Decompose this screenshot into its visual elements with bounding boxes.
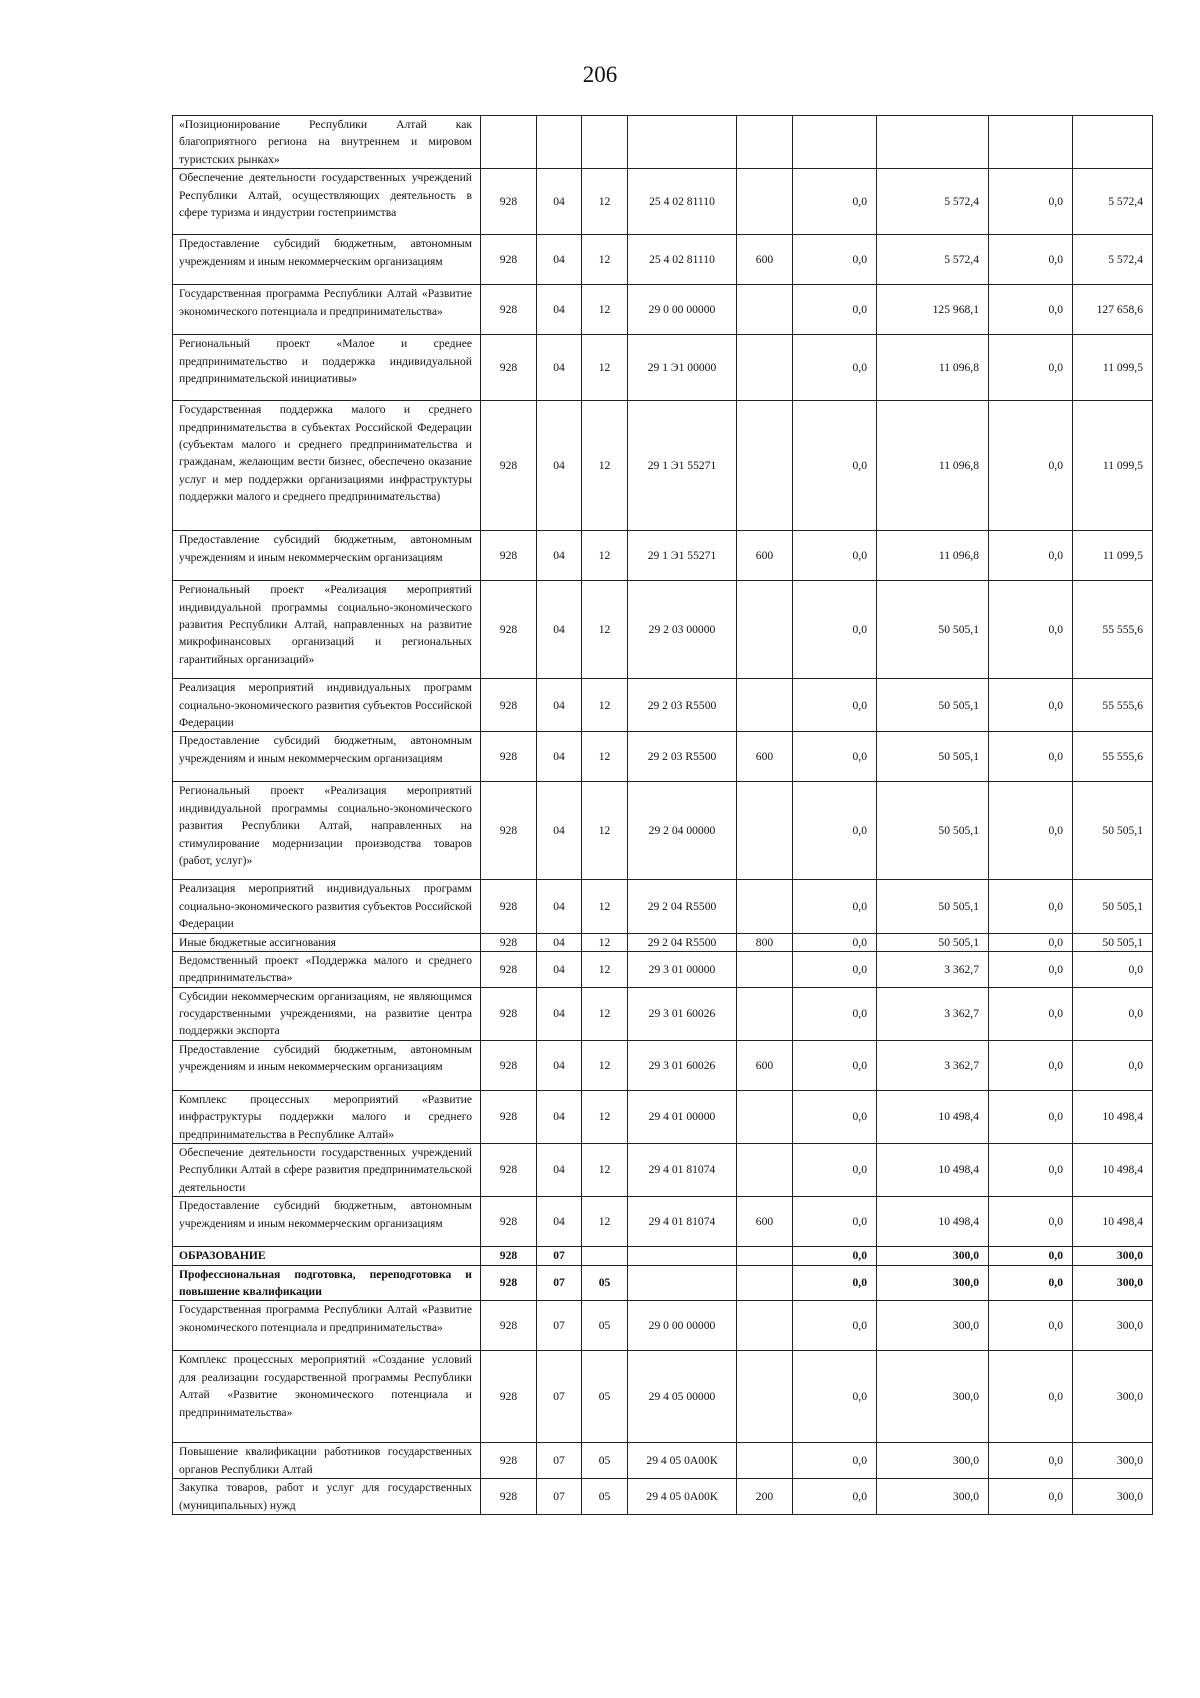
- table-row: [173, 531, 1153, 581]
- section-code-cell: 07: [537, 1301, 582, 1351]
- expense-type-cell: 600: [737, 1197, 793, 1247]
- subsection-code-cell: 12: [582, 401, 628, 531]
- amount-cell-2: 50 505,1: [877, 782, 989, 880]
- amount-cell-3: 0,0: [989, 1301, 1073, 1351]
- amount-cell-4: 127 658,6: [1073, 285, 1153, 335]
- amount-cell-2: [877, 116, 989, 169]
- expense-type-cell: [737, 1351, 793, 1443]
- row-name-cell: Комплекс процессных мероприятий «Создание условий для реализации государственной программы Республики Алтай «Развитие экономического потенциала и предпринимательства»: [173, 1351, 481, 1443]
- subsection-code-cell: 12: [582, 1144, 628, 1197]
- expense-type-cell: [737, 169, 793, 235]
- amount-cell-4: 0,0: [1073, 951, 1153, 987]
- amount-cell-4: 5 572,4: [1073, 169, 1153, 235]
- ministry-code-cell: [481, 116, 537, 169]
- amount-cell-2: 10 498,4: [877, 1197, 989, 1247]
- target-article-cell: 29 2 03 R5500: [628, 732, 737, 782]
- amount-cell-1: 0,0: [793, 951, 877, 987]
- row-name-cell: Обеспечение деятельности государственных учреждений Республики Алтай, осуществляющих деятельность в сфере туризма и индустрии гостеприимства: [173, 169, 481, 235]
- page-number: 206: [582, 62, 618, 87]
- amount-cell-3: 0,0: [989, 235, 1073, 285]
- amount-cell-4: 11 099,5: [1073, 531, 1153, 581]
- amount-cell-2: 50 505,1: [877, 679, 989, 732]
- target-article-cell: 29 1 Э1 00000: [628, 335, 737, 401]
- table-row: [173, 1197, 1153, 1247]
- amount-cell-3: 0,0: [989, 335, 1073, 401]
- amount-cell-3: 0,0: [989, 679, 1073, 732]
- subsection-code-cell: 05: [582, 1265, 628, 1301]
- table-row: [173, 335, 1153, 401]
- table-row: [173, 581, 1153, 679]
- amount-cell-4: 10 498,4: [1073, 1197, 1153, 1247]
- row-name-cell: Комплекс процессных мероприятий «Развитие инфраструктуры поддержки малого и среднего предпринимательства в Республике Алтай»: [173, 1090, 481, 1143]
- amount-cell-4: [1073, 116, 1153, 169]
- amount-cell-2: 300,0: [877, 1351, 989, 1443]
- amount-cell-4: 300,0: [1073, 1265, 1153, 1301]
- table-row: [173, 679, 1153, 732]
- expense-type-cell: 600: [737, 732, 793, 782]
- expense-type-cell: [737, 987, 793, 1040]
- amount-cell-3: 0,0: [989, 1351, 1073, 1443]
- ministry-code-cell: 928: [481, 987, 537, 1040]
- amount-cell-1: 0,0: [793, 1351, 877, 1443]
- table-row: [173, 1090, 1153, 1143]
- section-code-cell: 04: [537, 880, 582, 933]
- amount-cell-4: 55 555,6: [1073, 732, 1153, 782]
- amount-cell-4: 300,0: [1073, 1479, 1153, 1515]
- expense-type-cell: [737, 401, 793, 531]
- table-row: [173, 732, 1153, 782]
- table-row: [173, 401, 1153, 531]
- ministry-code-cell: 928: [481, 401, 537, 531]
- row-name-cell: ОБРАЗОВАНИЕ: [173, 1247, 481, 1265]
- table-row: [173, 1351, 1153, 1443]
- amount-cell-2: 50 505,1: [877, 732, 989, 782]
- row-name-cell: Региональный проект «Малое и среднее предпринимательство и поддержка индивидуальной предпринимательской инициативы»: [173, 335, 481, 401]
- amount-cell-4: 50 505,1: [1073, 880, 1153, 933]
- table-row: [173, 782, 1153, 880]
- amount-cell-1: 0,0: [793, 782, 877, 880]
- target-article-cell: 29 4 05 0А00К: [628, 1443, 737, 1479]
- amount-cell-1: 0,0: [793, 1197, 877, 1247]
- amount-cell-3: 0,0: [989, 1443, 1073, 1479]
- amount-cell-2: 3 362,7: [877, 1040, 989, 1090]
- table-row: [173, 1301, 1153, 1351]
- amount-cell-2: 3 362,7: [877, 951, 989, 987]
- target-article-cell: 29 3 01 60026: [628, 987, 737, 1040]
- table-body: [173, 116, 1153, 1515]
- amount-cell-4: 300,0: [1073, 1351, 1153, 1443]
- expense-type-cell: [737, 782, 793, 880]
- amount-cell-3: 0,0: [989, 1247, 1073, 1265]
- subsection-code-cell: 12: [582, 285, 628, 335]
- target-article-cell: 29 1 Э1 55271: [628, 531, 737, 581]
- expense-type-cell: [737, 951, 793, 987]
- amount-cell-3: 0,0: [989, 1144, 1073, 1197]
- ministry-code-cell: 928: [481, 335, 537, 401]
- ministry-code-cell: 928: [481, 951, 537, 987]
- subsection-code-cell: 12: [582, 951, 628, 987]
- ministry-code-cell: 928: [481, 169, 537, 235]
- amount-cell-2: 5 572,4: [877, 169, 989, 235]
- expense-type-cell: [737, 679, 793, 732]
- amount-cell-2: 11 096,8: [877, 531, 989, 581]
- row-name-cell: Региональный проект «Реализация мероприятий индивидуальной программы социально-экономического развития Республики Алтай, направленных на развитие микрофинансовых организаций и региональных гарантийных организаций»: [173, 581, 481, 679]
- row-name-cell: Государственная программа Республики Алтай «Развитие экономического потенциала и предпринимательства»: [173, 1301, 481, 1351]
- target-article-cell: 29 3 01 00000: [628, 951, 737, 987]
- section-code-cell: 04: [537, 169, 582, 235]
- row-name-cell: Предоставление субсидий бюджетным, автономным учреждениям и иным некоммерческим организациям: [173, 235, 481, 285]
- amount-cell-3: 0,0: [989, 1265, 1073, 1301]
- amount-cell-2: 300,0: [877, 1247, 989, 1265]
- section-code-cell: 04: [537, 235, 582, 285]
- target-article-cell: 29 2 04 R5500: [628, 880, 737, 933]
- amount-cell-2: 10 498,4: [877, 1090, 989, 1143]
- ministry-code-cell: 928: [481, 1265, 537, 1301]
- ministry-code-cell: 928: [481, 531, 537, 581]
- amount-cell-1: 0,0: [793, 285, 877, 335]
- target-article-cell: 29 2 03 R5500: [628, 679, 737, 732]
- ministry-code-cell: 928: [481, 1301, 537, 1351]
- amount-cell-2: 50 505,1: [877, 933, 989, 951]
- amount-cell-2: 10 498,4: [877, 1144, 989, 1197]
- target-article-cell: 29 0 00 00000: [628, 1301, 737, 1351]
- row-name-cell: Предоставление субсидий бюджетным, автономным учреждениям и иным некоммерческим организациям: [173, 1040, 481, 1090]
- amount-cell-1: 0,0: [793, 987, 877, 1040]
- expense-type-cell: [737, 1090, 793, 1143]
- table-row: [173, 987, 1153, 1040]
- table-row: [173, 1040, 1153, 1090]
- amount-cell-2: 5 572,4: [877, 235, 989, 285]
- subsection-code-cell: 12: [582, 169, 628, 235]
- amount-cell-1: 0,0: [793, 531, 877, 581]
- subsection-code-cell: 12: [582, 987, 628, 1040]
- amount-cell-1: 0,0: [793, 235, 877, 285]
- amount-cell-3: 0,0: [989, 1040, 1073, 1090]
- table-row: [173, 1144, 1153, 1197]
- amount-cell-1: 0,0: [793, 169, 877, 235]
- section-code-cell: 04: [537, 782, 582, 880]
- amount-cell-2: 3 362,7: [877, 987, 989, 1040]
- amount-cell-1: 0,0: [793, 732, 877, 782]
- row-name-cell: Ведомственный проект «Поддержка малого и среднего предпринимательства»: [173, 951, 481, 987]
- section-code-cell: 04: [537, 401, 582, 531]
- row-name-cell: Реализация мероприятий индивидуальных программ социально-экономического развития субъектов Российской Федерации: [173, 679, 481, 732]
- subsection-code-cell: 12: [582, 1197, 628, 1247]
- amount-cell-1: 0,0: [793, 401, 877, 531]
- target-article-cell: 25 4 02 81110: [628, 235, 737, 285]
- row-name-cell: Повышение квалификации работников государственных органов Республики Алтай: [173, 1443, 481, 1479]
- section-code-cell: 04: [537, 933, 582, 951]
- budget-table: [172, 115, 1153, 1515]
- amount-cell-2: 11 096,8: [877, 401, 989, 531]
- row-name-cell: Государственная поддержка малого и среднего предпринимательства в субъектах Российской Федерации (субъектам малого и среднего предпринимательства и гражданам, желающим вести бизнес, обеспечено оказание услуг и мер поддержки организациями инфраструктуры поддержки малого и среднего предпринимательства): [173, 401, 481, 531]
- target-article-cell: 29 2 03 00000: [628, 581, 737, 679]
- amount-cell-2: 125 968,1: [877, 285, 989, 335]
- expense-type-cell: [737, 1265, 793, 1301]
- amount-cell-4: 300,0: [1073, 1443, 1153, 1479]
- section-code-cell: 07: [537, 1443, 582, 1479]
- amount-cell-4: 50 505,1: [1073, 782, 1153, 880]
- target-article-cell: 29 4 05 0А00К: [628, 1479, 737, 1515]
- target-article-cell: 25 4 02 81110: [628, 169, 737, 235]
- ministry-code-cell: 928: [481, 782, 537, 880]
- amount-cell-2: 300,0: [877, 1301, 989, 1351]
- amount-cell-1: 0,0: [793, 933, 877, 951]
- expense-type-cell: 600: [737, 235, 793, 285]
- amount-cell-4: 300,0: [1073, 1247, 1153, 1265]
- target-article-cell: [628, 1265, 737, 1301]
- subsection-code-cell: 05: [582, 1443, 628, 1479]
- section-code-cell: 07: [537, 1265, 582, 1301]
- table-row: [173, 1479, 1153, 1515]
- amount-cell-3: 0,0: [989, 732, 1073, 782]
- amount-cell-1: 0,0: [793, 1090, 877, 1143]
- amount-cell-3: 0,0: [989, 169, 1073, 235]
- row-name-cell: Иные бюджетные ассигнования: [173, 933, 481, 951]
- amount-cell-3: 0,0: [989, 285, 1073, 335]
- section-code-cell: 07: [537, 1479, 582, 1515]
- subsection-code-cell: 12: [582, 679, 628, 732]
- target-article-cell: 29 3 01 60026: [628, 1040, 737, 1090]
- section-code-cell: 04: [537, 285, 582, 335]
- table-row: [173, 880, 1153, 933]
- table-row: [173, 169, 1153, 235]
- amount-cell-1: 0,0: [793, 1301, 877, 1351]
- ministry-code-cell: 928: [481, 1144, 537, 1197]
- row-name-cell: Субсидии некоммерческим организациям, не являющимся государственными учреждениями, на развитие центра поддержки экспорта: [173, 987, 481, 1040]
- ministry-code-cell: 928: [481, 1479, 537, 1515]
- row-name-cell: Предоставление субсидий бюджетным, автономным учреждениям и иным некоммерческим организациям: [173, 1197, 481, 1247]
- amount-cell-4: 55 555,6: [1073, 679, 1153, 732]
- amount-cell-3: 0,0: [989, 933, 1073, 951]
- expense-type-cell: [737, 1144, 793, 1197]
- amount-cell-4: 10 498,4: [1073, 1144, 1153, 1197]
- target-article-cell: [628, 116, 737, 169]
- section-code-cell: 07: [537, 1247, 582, 1265]
- expense-type-cell: [737, 1443, 793, 1479]
- section-code-cell: 04: [537, 1144, 582, 1197]
- expense-type-cell: [737, 1301, 793, 1351]
- section-code-cell: 04: [537, 987, 582, 1040]
- subsection-code-cell: 12: [582, 235, 628, 285]
- amount-cell-1: 0,0: [793, 1479, 877, 1515]
- expense-type-cell: [737, 116, 793, 169]
- section-code-cell: 04: [537, 1090, 582, 1143]
- amount-cell-3: 0,0: [989, 1479, 1073, 1515]
- amount-cell-1: 0,0: [793, 880, 877, 933]
- amount-cell-2: 300,0: [877, 1479, 989, 1515]
- ministry-code-cell: 928: [481, 732, 537, 782]
- subsection-code-cell: 12: [582, 581, 628, 679]
- subsection-code-cell: 12: [582, 880, 628, 933]
- ministry-code-cell: 928: [481, 1090, 537, 1143]
- row-name-cell: Предоставление субсидий бюджетным, автономным учреждениям и иным некоммерческим организациям: [173, 732, 481, 782]
- subsection-code-cell: 12: [582, 933, 628, 951]
- table-row: [173, 951, 1153, 987]
- target-article-cell: [628, 1247, 737, 1265]
- subsection-code-cell: 12: [582, 732, 628, 782]
- amount-cell-1: 0,0: [793, 1144, 877, 1197]
- subsection-code-cell: 05: [582, 1351, 628, 1443]
- subsection-code-cell: 12: [582, 1040, 628, 1090]
- ministry-code-cell: 928: [481, 1040, 537, 1090]
- subsection-code-cell: 12: [582, 1090, 628, 1143]
- section-code-cell: 04: [537, 951, 582, 987]
- target-article-cell: 29 4 05 00000: [628, 1351, 737, 1443]
- expense-type-cell: 600: [737, 531, 793, 581]
- amount-cell-3: 0,0: [989, 401, 1073, 531]
- section-code-cell: 04: [537, 581, 582, 679]
- row-name-cell: Реализация мероприятий индивидуальных программ социально-экономического развития субъектов Российской Федерации: [173, 880, 481, 933]
- ministry-code-cell: 928: [481, 679, 537, 732]
- table-row: [173, 1443, 1153, 1479]
- amount-cell-4: 5 572,4: [1073, 235, 1153, 285]
- ministry-code-cell: 928: [481, 1247, 537, 1265]
- section-code-cell: 04: [537, 335, 582, 401]
- subsection-code-cell: 12: [582, 531, 628, 581]
- ministry-code-cell: 928: [481, 235, 537, 285]
- section-code-cell: 04: [537, 1197, 582, 1247]
- amount-cell-1: 0,0: [793, 1443, 877, 1479]
- subsection-code-cell: [582, 116, 628, 169]
- table-row: [173, 933, 1153, 951]
- amount-cell-2: 300,0: [877, 1265, 989, 1301]
- expense-type-cell: [737, 1247, 793, 1265]
- ministry-code-cell: 928: [481, 1351, 537, 1443]
- amount-cell-3: [989, 116, 1073, 169]
- amount-cell-1: 0,0: [793, 1040, 877, 1090]
- target-article-cell: 29 1 Э1 55271: [628, 401, 737, 531]
- amount-cell-4: 0,0: [1073, 987, 1153, 1040]
- target-article-cell: 29 4 01 81074: [628, 1197, 737, 1247]
- table-row: [173, 1247, 1153, 1265]
- row-name-cell: Государственная программа Республики Алтай «Развитие экономического потенциала и предпринимательства»: [173, 285, 481, 335]
- amount-cell-2: 50 505,1: [877, 880, 989, 933]
- table-row: [173, 116, 1153, 169]
- target-article-cell: 29 4 01 00000: [628, 1090, 737, 1143]
- amount-cell-4: 10 498,4: [1073, 1090, 1153, 1143]
- expense-type-cell: 600: [737, 1040, 793, 1090]
- expense-type-cell: [737, 335, 793, 401]
- amount-cell-1: 0,0: [793, 335, 877, 401]
- amount-cell-3: 0,0: [989, 987, 1073, 1040]
- subsection-code-cell: [582, 1247, 628, 1265]
- amount-cell-4: 300,0: [1073, 1301, 1153, 1351]
- section-code-cell: [537, 116, 582, 169]
- amount-cell-3: 0,0: [989, 951, 1073, 987]
- table-row: [173, 1265, 1153, 1301]
- subsection-code-cell: 12: [582, 335, 628, 401]
- amount-cell-2: 11 096,8: [877, 335, 989, 401]
- amount-cell-3: 0,0: [989, 531, 1073, 581]
- target-article-cell: 29 2 04 00000: [628, 782, 737, 880]
- table-row: [173, 285, 1153, 335]
- expense-type-cell: 200: [737, 1479, 793, 1515]
- table-row: [173, 235, 1153, 285]
- target-article-cell: 29 2 04 R5500: [628, 933, 737, 951]
- row-name-cell: «Позиционирование Республики Алтай как благоприятного региона на внутреннем и мировом туристских рынках»: [173, 116, 481, 169]
- expense-type-cell: [737, 285, 793, 335]
- amount-cell-2: 300,0: [877, 1443, 989, 1479]
- section-code-cell: 04: [537, 679, 582, 732]
- subsection-code-cell: 12: [582, 782, 628, 880]
- ministry-code-cell: 928: [481, 933, 537, 951]
- amount-cell-4: 50 505,1: [1073, 933, 1153, 951]
- amount-cell-1: 0,0: [793, 679, 877, 732]
- ministry-code-cell: 928: [481, 285, 537, 335]
- amount-cell-4: 0,0: [1073, 1040, 1153, 1090]
- section-code-cell: 04: [537, 732, 582, 782]
- amount-cell-2: 50 505,1: [877, 581, 989, 679]
- amount-cell-4: 55 555,6: [1073, 581, 1153, 679]
- subsection-code-cell: 05: [582, 1479, 628, 1515]
- amount-cell-1: [793, 116, 877, 169]
- amount-cell-3: 0,0: [989, 782, 1073, 880]
- row-name-cell: Профессиональная подготовка, переподготовка и повышение квалификации: [173, 1265, 481, 1301]
- section-code-cell: 04: [537, 531, 582, 581]
- subsection-code-cell: 05: [582, 1301, 628, 1351]
- expense-type-cell: [737, 581, 793, 679]
- amount-cell-3: 0,0: [989, 581, 1073, 679]
- section-code-cell: 04: [537, 1040, 582, 1090]
- ministry-code-cell: 928: [481, 1197, 537, 1247]
- amount-cell-1: 0,0: [793, 581, 877, 679]
- target-article-cell: 29 0 00 00000: [628, 285, 737, 335]
- expense-type-cell: [737, 880, 793, 933]
- ministry-code-cell: 928: [481, 1443, 537, 1479]
- row-name-cell: Закупка товаров, работ и услуг для государственных (муниципальных) нужд: [173, 1479, 481, 1515]
- amount-cell-3: 0,0: [989, 1197, 1073, 1247]
- section-code-cell: 07: [537, 1351, 582, 1443]
- amount-cell-1: 0,0: [793, 1247, 877, 1265]
- target-article-cell: 29 4 01 81074: [628, 1144, 737, 1197]
- amount-cell-3: 0,0: [989, 880, 1073, 933]
- amount-cell-4: 11 099,5: [1073, 401, 1153, 531]
- row-name-cell: Обеспечение деятельности государственных учреждений Республики Алтай в сфере развития предпринимательской деятельности: [173, 1144, 481, 1197]
- ministry-code-cell: 928: [481, 880, 537, 933]
- amount-cell-1: 0,0: [793, 1265, 877, 1301]
- row-name-cell: Предоставление субсидий бюджетным, автономным учреждениям и иным некоммерческим организациям: [173, 531, 481, 581]
- expense-type-cell: 800: [737, 933, 793, 951]
- amount-cell-3: 0,0: [989, 1090, 1073, 1143]
- row-name-cell: Региональный проект «Реализация мероприятий индивидуальной программы социально-экономического развития Республики Алтай, направленных на стимулирование модернизации производства товаров (работ, услуг)»: [173, 782, 481, 880]
- ministry-code-cell: 928: [481, 581, 537, 679]
- amount-cell-4: 11 099,5: [1073, 335, 1153, 401]
